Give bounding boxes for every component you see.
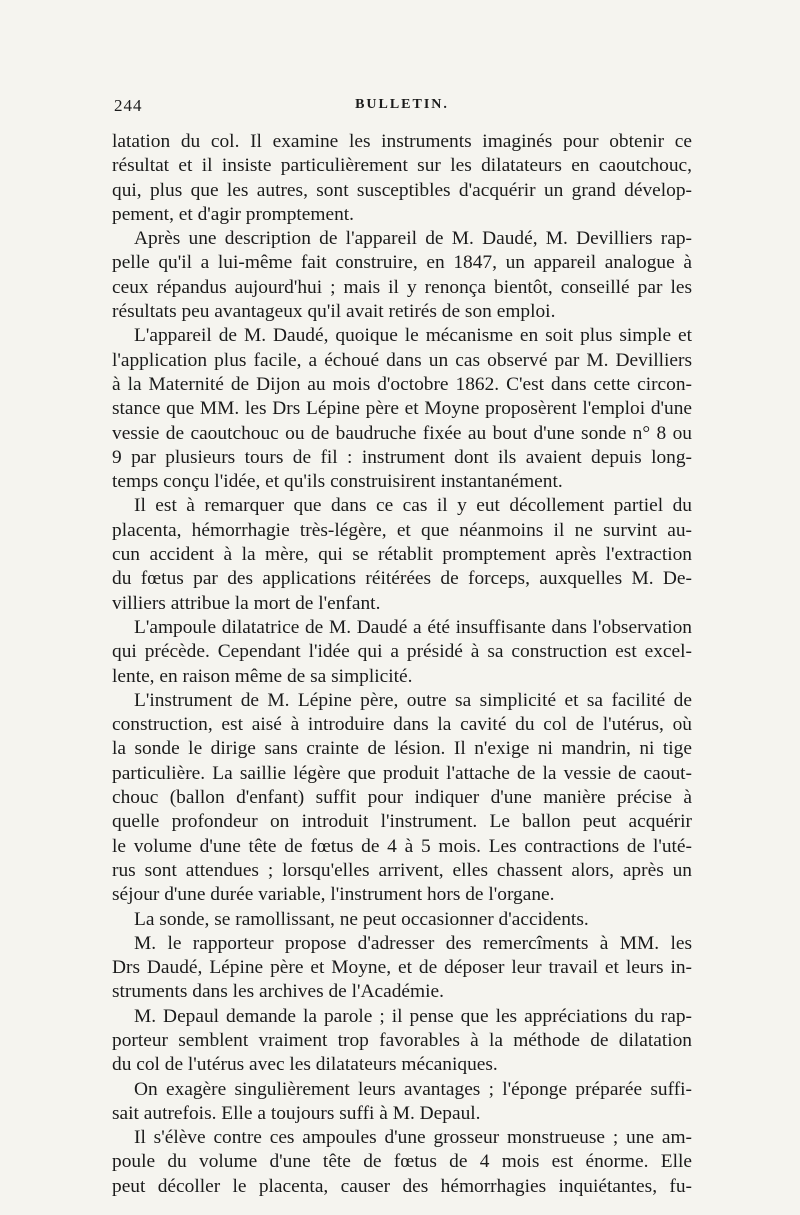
text-line: latation du col. Il examine les instruments imaginés pour obtenir ce	[112, 131, 692, 152]
text-line: pement, et d'agir promptement.	[112, 203, 355, 225]
text-line: à la Maternité de Dijon au mois d'octobre 1862. C'est dans cette circon-	[112, 373, 692, 395]
page-number: 244	[114, 96, 143, 115]
text-line: rus sont attendues ; lorsqu'elles arrivent, elles chassent alors, après un	[112, 859, 692, 881]
text-line: peut décoller le placenta, causer des hémorrhagies inquiétantes, fu-	[112, 1175, 692, 1197]
text-line: Drs Daudé, Lépine père et Moyne, et de déposer leur travail et leurs in-	[112, 957, 692, 979]
text-line: stance que MM. les Drs Lépine père et Moyne proposèrent l'emploi d'une	[112, 398, 692, 420]
text-line: résultats peu avantageux qu'il avait retirés de son emploi.	[112, 301, 556, 323]
text-line: L'ampoule dilatatrice de M. Daudé a été insuffisante dans l'observation	[134, 616, 692, 638]
body-text	[112, 130, 692, 1199]
text-line: du col de l'utérus avec les dilatateurs mécaniques.	[112, 1054, 498, 1076]
text-line: placenta, hémorrhagie très-légère, et que néanmoins il ne survint au-	[112, 519, 692, 541]
text-line: Il est à remarquer que dans ce cas il y eut décollement partiel du	[134, 495, 692, 517]
text-line: la sonde le dirige sans crainte de lésion. Il n'exige ni mandrin, ni tige	[112, 738, 692, 760]
text-line: poule du volume d'une tête de fœtus de 4 mois est énorme. Elle	[112, 1151, 692, 1173]
text-line: ceux répandus aujourd'hui ; mais il y renonça bientôt, conseillé par les	[112, 276, 692, 298]
text-line: séjour d'une durée variable, l'instrument hors de l'organe.	[112, 884, 555, 906]
running-title: BULLETIN.	[355, 97, 449, 112]
text-line: L'instrument de M. Lépine père, outre sa simplicité et sa facilité de	[134, 689, 692, 711]
text-line: pelle qu'il a lui-même fait construire, en 1847, un appareil analogue à	[112, 252, 692, 274]
text-line: du fœtus par des applications réitérées de forceps, auxquelles M. De-	[112, 568, 692, 590]
text-line: temps conçu l'idée, et qu'ils construisirent instantanément.	[112, 471, 563, 493]
text-line: vessie de caoutchouc ou de baudruche fixée au bout d'une sonde n° 8 ou	[112, 422, 692, 444]
text-line: le volume d'une tête de fœtus de 4 à 5 mois. Les contractions de l'uté-	[112, 835, 692, 857]
text-line: Il s'élève contre ces ampoules d'une grosseur monstrueuse ; une am-	[134, 1127, 692, 1149]
text-line: struments dans les archives de l'Académie.	[112, 981, 444, 1003]
text-line: construction, est aisé à introduire dans la cavité du col de l'utérus, où	[112, 714, 692, 736]
running-head	[112, 96, 692, 124]
text-line: M. Depaul demande la parole ; il pense que les appréciations du rap-	[134, 1005, 692, 1027]
text-line: On exagère singulièrement leurs avantages ; l'éponge préparée suffi-	[134, 1078, 692, 1100]
text-line: l'application plus facile, a échoué dans un cas observé par M. Devilliers	[112, 349, 692, 371]
text-line: La sonde, se ramollissant, ne peut occasionner d'accidents.	[134, 908, 589, 930]
text-line: porteur semblent vraiment trop favorables à la méthode de dilatation	[112, 1029, 692, 1051]
text-line: résultat et il insiste particulièrement sur les dilatateurs en caoutchouc,	[112, 155, 692, 177]
text-line: 9 par plusieurs tours de fil : instrument dont ils avaient depuis long-	[112, 446, 692, 468]
text-line: sait autrefois. Elle a toujours suffi à M. Depaul.	[112, 1102, 481, 1124]
text-line: L'appareil de M. Daudé, quoique le mécanisme en soit plus simple et	[134, 325, 692, 347]
text-line: villiers attribue la mort de l'enfant.	[112, 592, 381, 614]
text-line: chouc (ballon d'enfant) suffit pour indiquer d'une manière précise à	[112, 787, 692, 809]
text-line: Après une description de l'appareil de M. Daudé, M. Devilliers rap-	[134, 228, 692, 250]
text-line: qui, plus que les autres, sont susceptibles d'acquérir un grand dévelop-	[112, 179, 692, 201]
text-line: lente, en raison même de sa simplicité.	[112, 665, 413, 687]
text-line: M. le rapporteur propose d'adresser des remercîments à MM. les	[134, 932, 692, 954]
text-line: quelle profondeur on introduit l'instrument. Le ballon peut acquérir	[112, 811, 692, 833]
text-line: cun accident à la mère, qui se rétablit promptement après l'extraction	[112, 544, 692, 566]
text-line: particulière. La saillie légère que produit l'attache de la vessie de caout-	[112, 762, 692, 784]
text-line: qui précède. Cependant l'idée qui a présidé à sa construction est excel-	[112, 641, 692, 663]
